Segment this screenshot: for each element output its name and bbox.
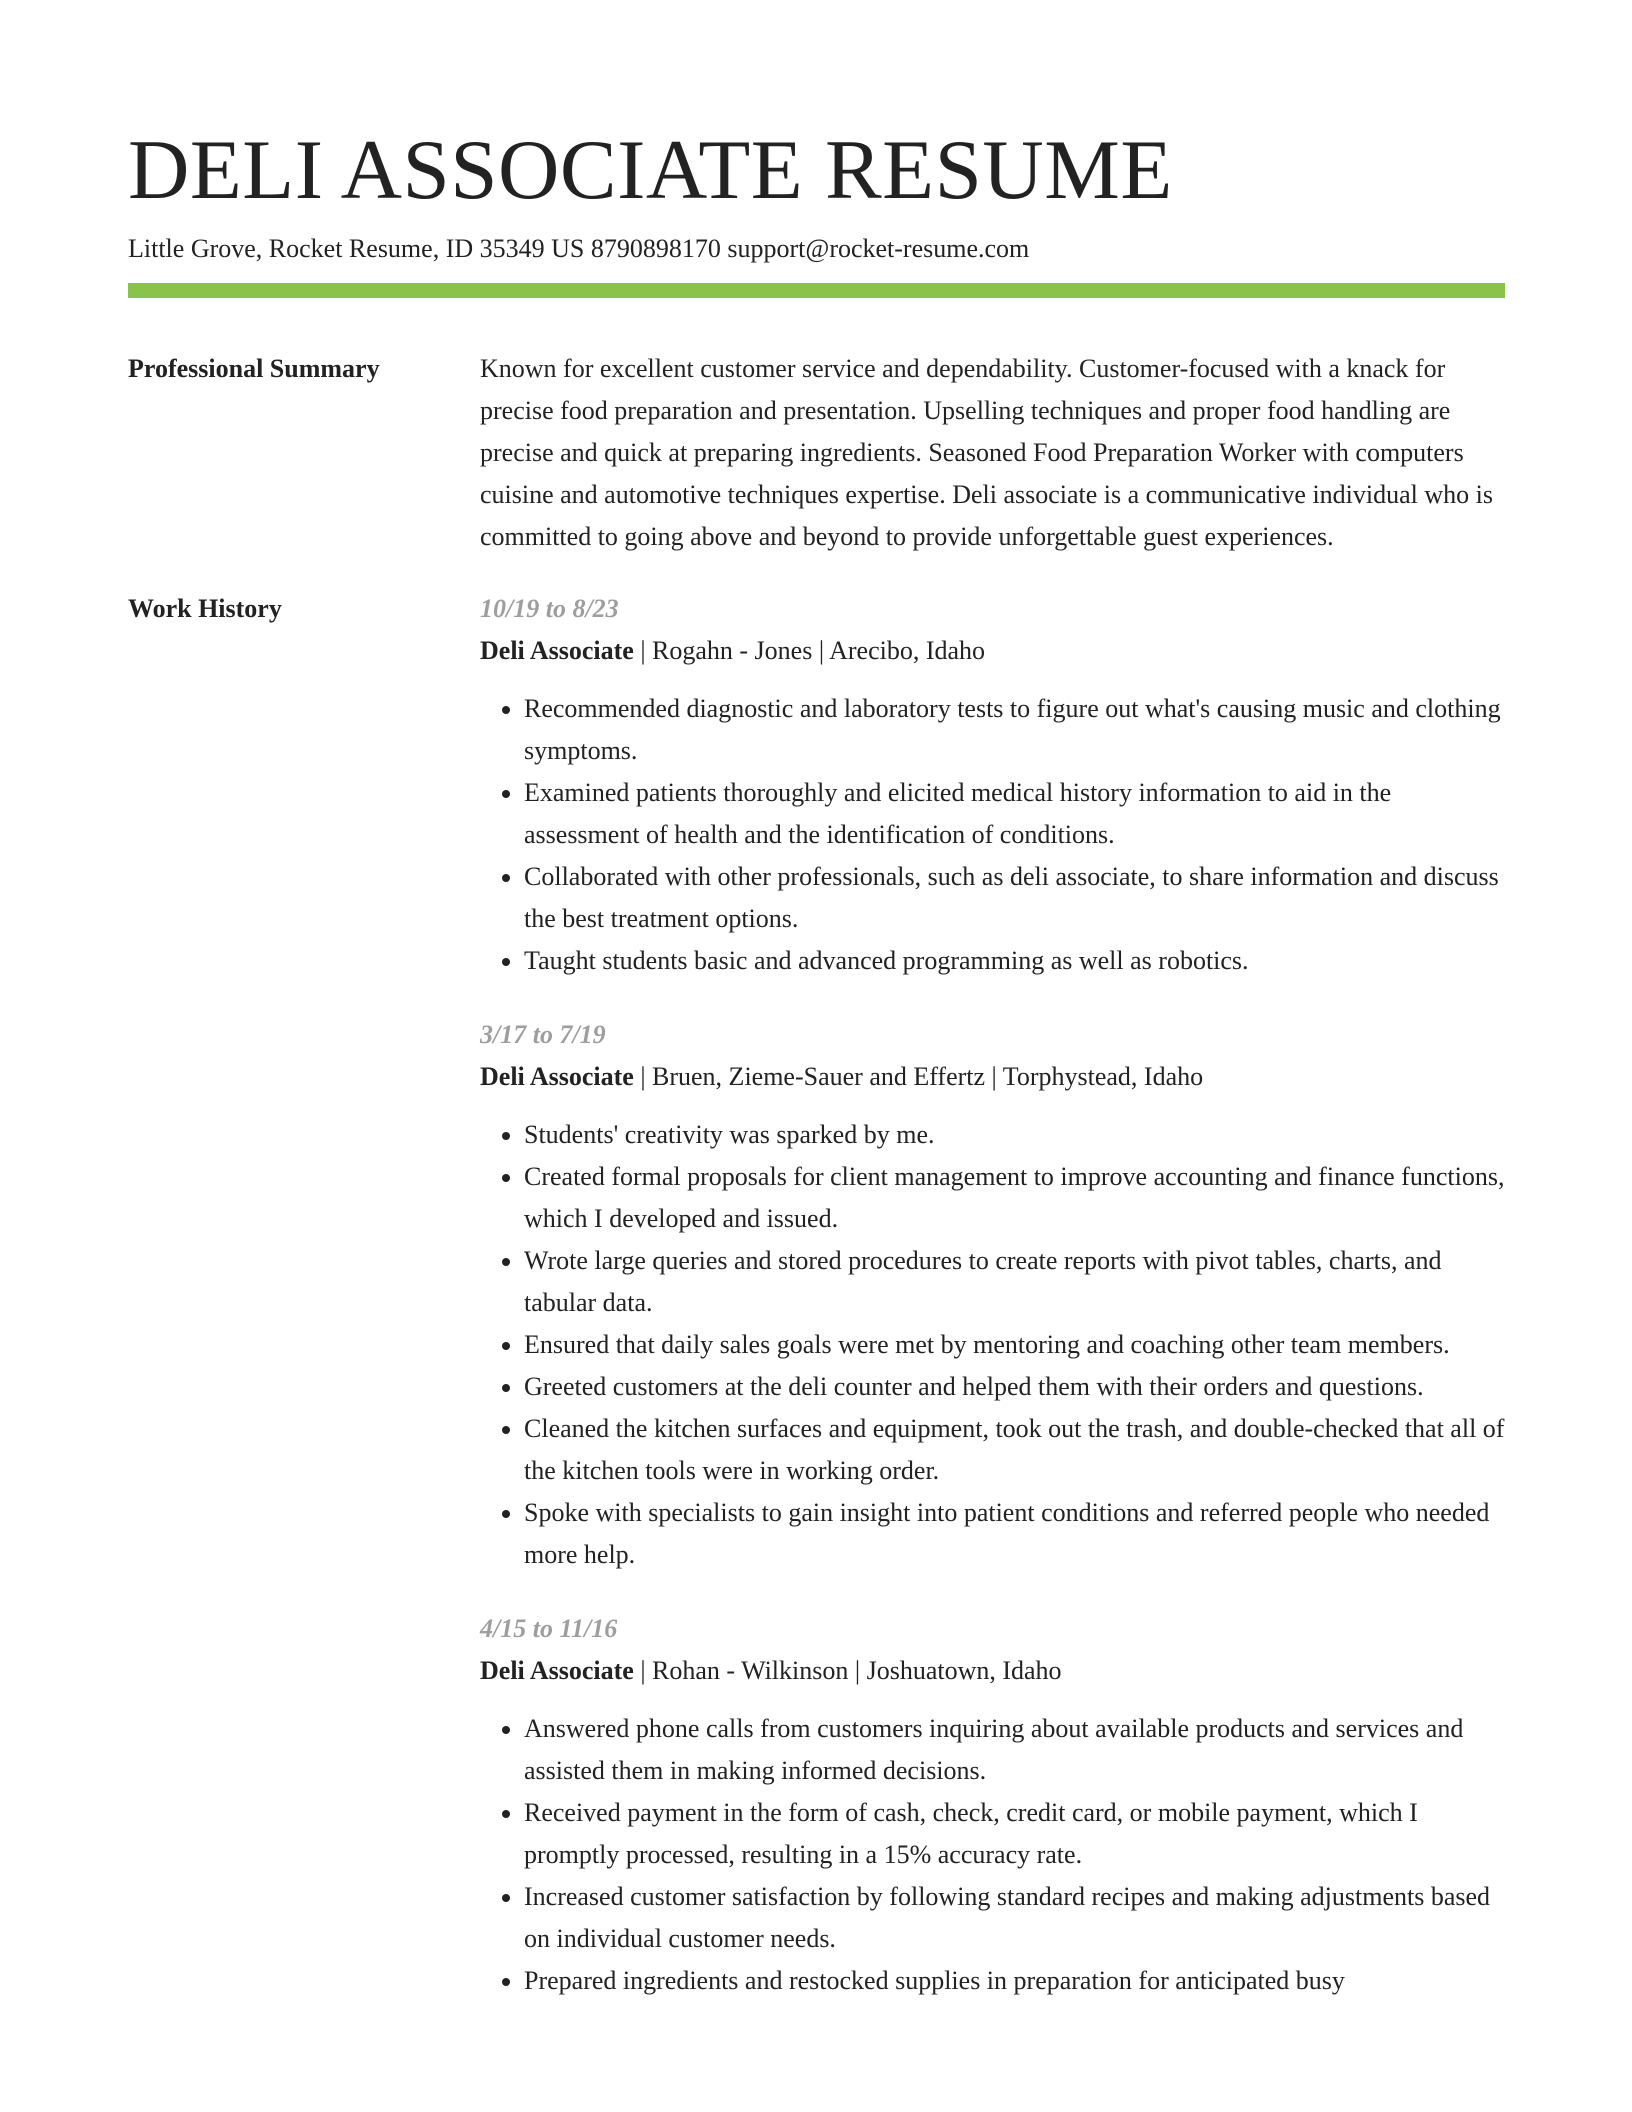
job-duty: • Collaborated with other professionals, such as deli associate, to share information and discuss the best treatment options. bbox=[524, 856, 1505, 940]
job-duty: • Increased customer satisfaction by following standard recipes and making adjustments based on individual customer needs. bbox=[524, 1876, 1505, 1960]
summary-text: Known for excellent customer service and dependability. Customer-focused with a knack for precise food preparation and presentation. Upselling techniques and proper food handling are precise and quick at preparing ingredients. Seasoned Food Preparation Worker with computers cuisine and automotive techniques expertise. Deli associate is a communicative individual who is committed to going above and beyond to provide unforgettable guest experiences. bbox=[480, 354, 1494, 551]
job-entry bbox=[480, 1014, 1505, 1576]
job-duty: • Prepared ingredients and restocked supplies in preparation for anticipated busy bbox=[524, 1960, 1505, 2002]
job-duty: • Students' creativity was sparked by me. bbox=[524, 1114, 1505, 1156]
job-duty: • Taught students basic and advanced programming as well as robotics. bbox=[524, 940, 1505, 982]
job-duty: • Wrote large queries and stored procedures to create reports with pivot tables, charts, and tabular data. bbox=[524, 1240, 1505, 1324]
job-duty: • Spoke with specialists to gain insight into patient conditions and referred people who needed more help. bbox=[524, 1492, 1505, 1576]
job-duty: • Received payment in the form of cash, check, credit card, or mobile payment, which I promptly processed, resulting in a 15% accuracy rate. bbox=[524, 1792, 1505, 1876]
resume-title: DELI ASSOCIATE RESUME bbox=[128, 123, 1173, 217]
job-dates: 3/17 to 7/19 bbox=[480, 1020, 606, 1049]
job-duties-list bbox=[480, 688, 1505, 982]
job-duty: • Cleaned the kitchen surfaces and equipment, took out the trash, and double-checked that all of the kitchen tools were in working order. bbox=[524, 1408, 1505, 1492]
job-heading bbox=[480, 1650, 1505, 1692]
resume-page bbox=[128, 0, 1505, 2002]
job-heading bbox=[480, 1056, 1505, 1098]
job-heading bbox=[480, 630, 1505, 672]
job-duty: • Recommended diagnostic and laboratory tests to figure out what's causing music and clothing symptoms. bbox=[524, 688, 1505, 772]
job-duties-list bbox=[480, 1114, 1505, 1576]
accent-divider bbox=[128, 283, 1505, 298]
job-dates: 10/19 to 8/23 bbox=[480, 594, 619, 623]
job-entry bbox=[480, 1608, 1505, 2002]
job-title: Deli Associate bbox=[480, 636, 634, 665]
job-employer-location: | Bruen, Zieme-Sauer and Effertz | Torphystead, Idaho bbox=[633, 1062, 1204, 1091]
contact-line: Little Grove, Rocket Resume, ID 35349 US 8790898170 support@rocket-resume.com bbox=[128, 234, 1030, 263]
job-employer-location: | Rohan - Wilkinson | Joshuatown, Idaho bbox=[633, 1656, 1062, 1685]
job-title: Deli Associate bbox=[480, 1656, 634, 1685]
section-label-summary: Professional Summary bbox=[128, 354, 380, 383]
job-entry bbox=[480, 588, 1505, 982]
professional-summary-section bbox=[128, 348, 1505, 558]
section-label-work-history: Work History bbox=[128, 594, 282, 623]
job-duty: • Examined patients thoroughly and elicited medical history information to aid in the assessment of health and the identification of conditions. bbox=[524, 772, 1505, 856]
job-duty: • Created formal proposals for client management to improve accounting and finance functions, which I developed and issued. bbox=[524, 1156, 1505, 1240]
job-duties-list bbox=[480, 1708, 1505, 2002]
job-duty: • Ensured that daily sales goals were met by mentoring and coaching other team members. bbox=[524, 1324, 1505, 1366]
work-history-section bbox=[128, 588, 1505, 2002]
job-title: Deli Associate bbox=[480, 1062, 634, 1091]
job-employer-location: | Rogahn - Jones | Arecibo, Idaho bbox=[633, 636, 986, 665]
job-duty: • Greeted customers at the deli counter and helped them with their orders and questions. bbox=[524, 1366, 1505, 1408]
job-duty: • Answered phone calls from customers inquiring about available products and services and assisted them in making informed decisions. bbox=[524, 1708, 1505, 1792]
job-dates: 4/15 to 11/16 bbox=[480, 1614, 618, 1643]
work-history-list bbox=[480, 588, 1505, 2002]
